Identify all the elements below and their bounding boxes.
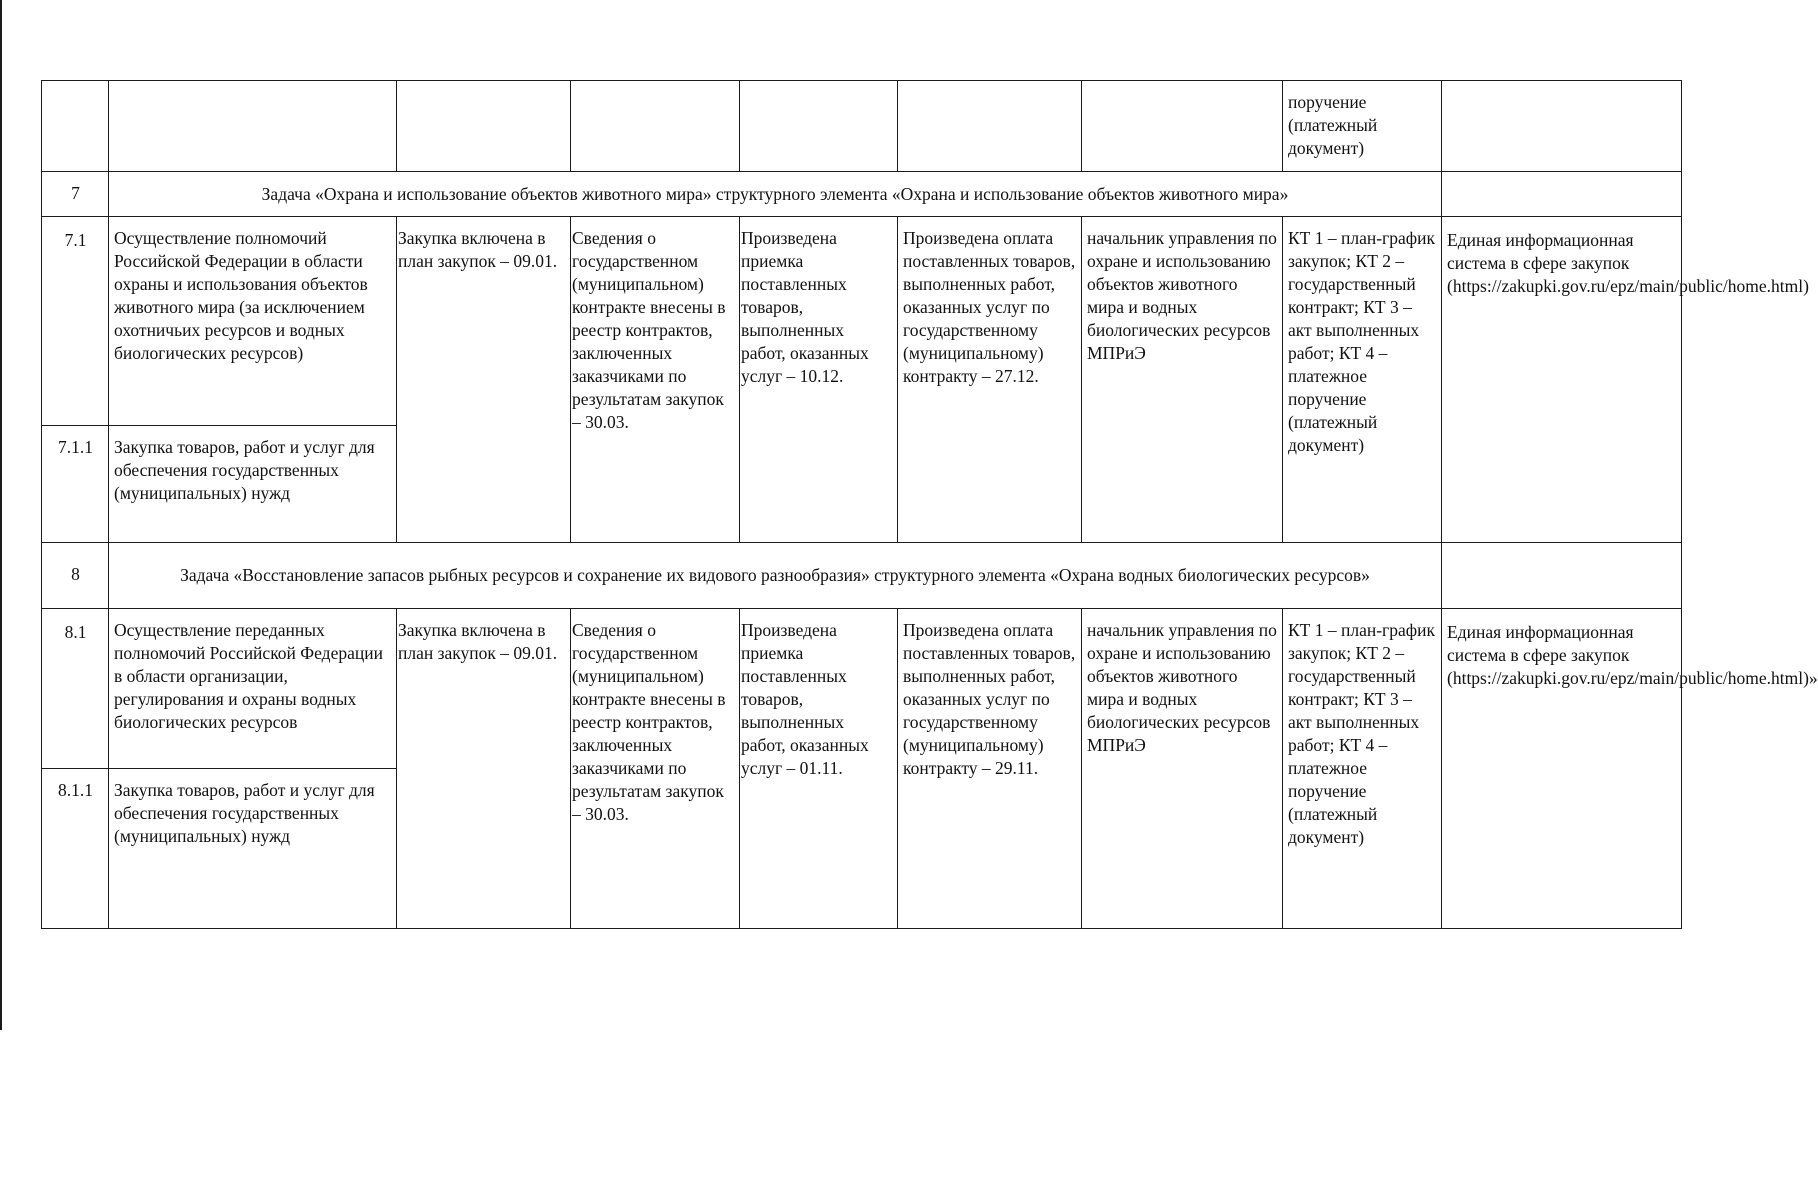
row-number-8-1: 8.1 (42, 609, 109, 769)
cont-source-cell (1442, 81, 1682, 172)
row-responsible-8-1: начальник управления по охране и использованию объектов животного мира и водных биологических ресурсов МПРиЭ (1082, 609, 1283, 929)
row-event4-8-1: Произведена оплата поставленных товаров, выполненных работ, оказанных услуг по государственному (муниципальному) контракту – 29.11. (898, 609, 1082, 929)
row-name-8-1-1: Закупка товаров, работ и услуг для обеспечения государственных (муниципальных) нужд (109, 769, 397, 929)
task-empty-cell-8 (1442, 543, 1682, 609)
row-event3-8-1: Произведена приемка поставленных товаров, выполненных работ, оказанных услуг – 01.11. (740, 609, 898, 929)
row-event4-7-1: Произведена оплата поставленных товаров, выполненных работ, оказанных услуг по государственному (муниципальному) контракту – 27.12. (898, 217, 1082, 543)
row-source-7-1: Единая информационная система в сфере закупок (https://zakupki.gov.ru/epz/main/public/home.html) (1442, 217, 1682, 543)
task-title-8: Задача «Восстановление запасов рыбных ресурсов и сохранение их видового разнообразия» структурного элемента «Охрана водных биологических ресурсов» (109, 543, 1442, 609)
event-row-8-1 (42, 609, 1682, 769)
row-number-7-1-1: 7.1.1 (42, 426, 109, 543)
cont-control-points-text: поручение (платежный документ) (1288, 92, 1378, 158)
row-name-7-1-1: Закупка товаров, работ и услуг для обеспечения государственных (муниципальных) нужд (109, 426, 397, 543)
row-source-8-1: Единая информационная система в сфере закупок (https://zakupki.gov.ru/epz/main/public/home.html)» (1442, 609, 1682, 929)
cont-num-cell (42, 81, 109, 172)
row-event3-7-1: Произведена приемка поставленных товаров, выполненных работ, оказанных услуг – 10.12. (740, 217, 898, 543)
task-row-8 (42, 543, 1682, 609)
cont-control-points-cell (1283, 81, 1442, 172)
cont-event1-cell (397, 81, 571, 172)
row-responsible-7-1: начальник управления по охране и использованию объектов животного мира и водных биологических ресурсов МПРиЭ (1082, 217, 1283, 543)
control-points-table (41, 80, 1818, 929)
task-empty-cell-7 (1442, 172, 1682, 217)
cont-event4-cell (898, 81, 1082, 172)
row-event2-8-1: Сведения о государственном (муниципальном) контракте внесены в реестр контрактов, заключенных заказчиками по результатам закупок – 30.03. (571, 609, 740, 929)
cont-event3-cell (740, 81, 898, 172)
row-control-points-7-1: КТ 1 – план-график закупок; КТ 2 – государственный контракт; КТ 3 – акт выполненных работ; КТ 4 – платежное поручение (платежный документ) (1283, 217, 1442, 543)
event-row-7-1 (42, 217, 1682, 426)
row-name-7-1: Осуществление полномочий Российской Федерации в области охраны и использования объектов животного мира (за исключением охотничьих ресурсов и водных биологических ресурсов) (109, 217, 397, 426)
task-number-8: 8 (42, 543, 109, 609)
row-event2-7-1: Сведения о государственном (муниципальном) контракте внесены в реестр контрактов, заключенных заказчиками по результатам закупок – 30.03. (571, 217, 740, 543)
cont-name-cell (109, 81, 397, 172)
row-number-8-1-1: 8.1.1 (42, 769, 109, 929)
continuation-row (42, 81, 1682, 172)
cont-responsible-cell (1082, 81, 1283, 172)
task-number-7: 7 (42, 172, 109, 217)
task-row-7 (42, 172, 1682, 217)
cont-event2-cell (571, 81, 740, 172)
row-name-8-1: Осуществление переданных полномочий Российской Федерации в области организации, регулирования и охраны водных биологических ресурсов (109, 609, 397, 769)
row-control-points-8-1: КТ 1 – план-график закупок; КТ 2 – государственный контракт; КТ 3 – акт выполненных работ; КТ 4 – платежное поручение (платежный документ) (1283, 609, 1442, 929)
task-title-7: Задача «Охрана и использование объектов животного мира» структурного элемента «Охрана и использование объектов животного мира» (109, 172, 1442, 217)
row-event1-7-1: Закупка включена в план закупок – 09.01. (397, 217, 571, 543)
scan-edge-line (0, 0, 2, 1030)
row-event1-8-1: Закупка включена в план закупок – 09.01. (397, 609, 571, 929)
row-number-7-1: 7.1 (42, 217, 109, 426)
